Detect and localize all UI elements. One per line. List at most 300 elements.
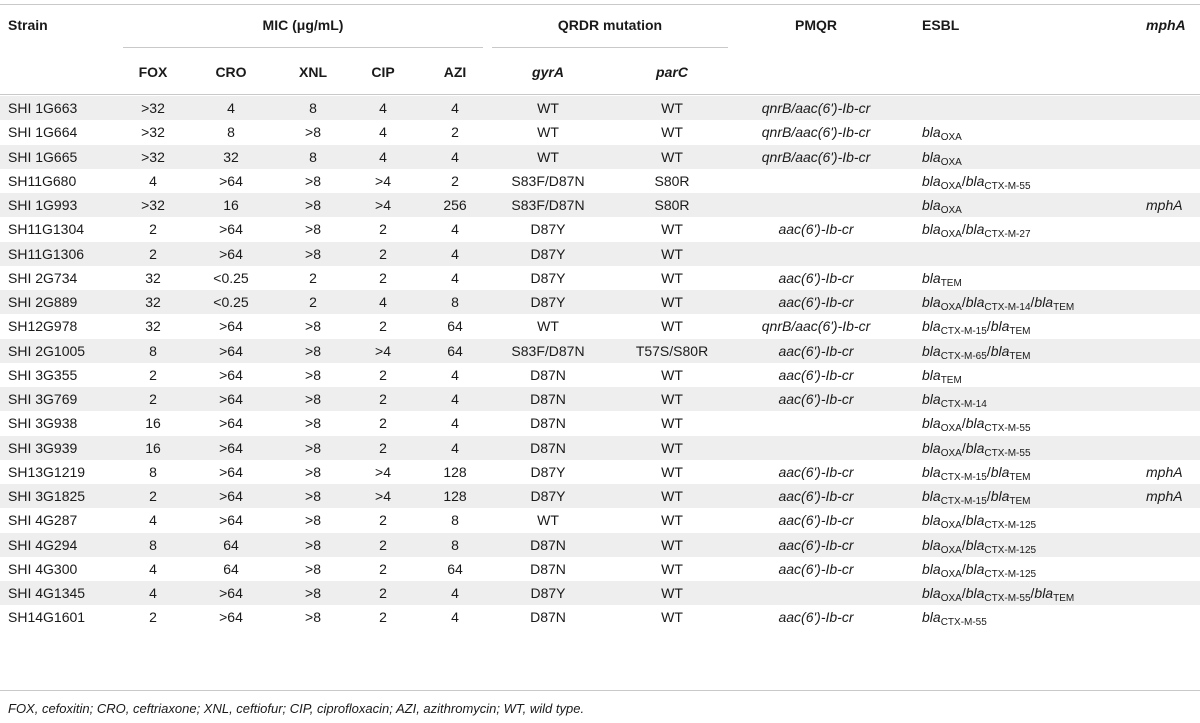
table-row xyxy=(0,217,1200,241)
cell-parc: WT xyxy=(661,269,683,286)
cell-cro: >64 xyxy=(219,342,243,359)
esbl-gene-subscript: OXA xyxy=(940,593,962,604)
cell-mpha: mphA xyxy=(1146,463,1183,480)
cell-gyra: WT xyxy=(537,318,559,335)
cell-azi: 8 xyxy=(451,536,459,553)
esbl-gene-subscript: CTX-M-55 xyxy=(984,423,1031,435)
cell-mpha: mphA xyxy=(1146,197,1183,213)
cell-gyra: D87N xyxy=(530,391,566,407)
cell-xnl: >8 xyxy=(305,585,321,601)
cell-strain: SHI 2G734 xyxy=(8,269,78,286)
esbl-gene-prefix: bla xyxy=(965,221,985,238)
cell-xnl: >8 xyxy=(305,536,321,553)
cell-xnl: >8 xyxy=(305,221,321,238)
table-row xyxy=(0,484,1200,508)
cell-fox: 2 xyxy=(149,391,157,407)
esbl-gene-prefix: bla xyxy=(965,294,985,310)
esbl-gene-prefix: bla xyxy=(922,439,941,456)
cell-xnl: >8 xyxy=(305,463,321,480)
table-row xyxy=(0,411,1200,435)
table-row xyxy=(0,363,1200,387)
esbl-gene-prefix: bla xyxy=(922,197,941,213)
table-bottom-rule xyxy=(0,690,1200,691)
header-cro: CRO xyxy=(215,64,247,80)
cell-azi: 256 xyxy=(443,197,467,213)
esbl-gene-subscript: OXA xyxy=(940,423,962,435)
esbl-gene-subscript: OXA xyxy=(940,156,962,168)
esbl-gene-subscript: OXA xyxy=(940,180,962,192)
cell-pmqr: aac(6')-Ib-cr xyxy=(778,560,854,577)
cell-parc: WT xyxy=(661,318,683,335)
cell-strain: SHI 3G355 xyxy=(8,366,78,383)
cell-mpha: mphA xyxy=(1146,488,1183,504)
cell-azi: 4 xyxy=(451,269,459,286)
cell-strain: SHI 2G1005 xyxy=(8,342,86,359)
esbl-gene-subscript: CTX-M-55 xyxy=(984,180,1031,192)
cell-esbl: bla$_{OXA}$/bla$_{CTX-M-27}$ xyxy=(922,221,1031,241)
esbl-gene-subscript: TEM xyxy=(1009,471,1031,483)
table-row xyxy=(0,508,1200,532)
cell-fox: 16 xyxy=(145,415,161,432)
cell-azi: 4 xyxy=(451,391,459,407)
header-strain: Strain xyxy=(8,17,48,33)
table-row xyxy=(0,169,1200,193)
esbl-gene-subscript: CTX-M-55 xyxy=(984,447,1031,459)
cell-fox: 4 xyxy=(149,172,157,189)
table-row xyxy=(0,557,1200,581)
cell-strain: SH12G978 xyxy=(8,318,78,335)
esbl-gene-subscript: OXA xyxy=(940,229,962,241)
cell-pmqr: aac(6')-Ib-cr xyxy=(778,463,854,480)
cell-gyra: D87Y xyxy=(530,488,566,504)
cell-parc: S80R xyxy=(654,197,690,213)
esbl-gene-prefix: bla xyxy=(965,512,985,529)
cell-strain: SHI 1G663 xyxy=(8,100,78,116)
esbl-gene-prefix: bla xyxy=(922,488,941,504)
mic-group-rule xyxy=(123,47,483,48)
cell-cip: >4 xyxy=(375,342,391,359)
cell-xnl: 2 xyxy=(309,294,317,310)
cell-strain: SHI 3G938 xyxy=(8,415,78,432)
cell-xnl: >8 xyxy=(305,439,321,456)
header-mpha: mphA xyxy=(1146,17,1186,33)
table-row xyxy=(0,581,1200,605)
esbl-gene-subscript: CTX-M-125 xyxy=(984,520,1037,532)
esbl-gene-subscript: OXA xyxy=(940,520,962,532)
cell-gyra: D87N xyxy=(530,439,566,456)
cell-parc: WT xyxy=(661,221,683,238)
cell-gyra: S83F/D87N xyxy=(511,172,585,189)
header-cip: CIP xyxy=(371,64,395,80)
header-mic: MIC (μg/mL) xyxy=(262,17,344,33)
cell-xnl: >8 xyxy=(305,342,321,359)
esbl-gene-subscript: TEM xyxy=(1009,326,1031,338)
cell-parc: WT xyxy=(661,463,683,480)
header-pmqr: PMQR xyxy=(795,17,837,33)
table-row xyxy=(0,120,1200,144)
cell-cip: >4 xyxy=(375,488,391,504)
cell-cro: 32 xyxy=(223,148,239,165)
cell-cro: >64 xyxy=(219,439,243,456)
cell-parc: T57S/S80R xyxy=(635,342,709,359)
cell-esbl xyxy=(922,366,962,386)
cell-azi: 128 xyxy=(443,463,467,480)
esbl-gene-prefix: bla xyxy=(922,221,941,238)
cell-strain: SHI 3G769 xyxy=(8,391,78,407)
cell-cro: >64 xyxy=(219,245,243,262)
cell-fox: 8 xyxy=(149,463,157,480)
cell-parc: WT xyxy=(661,560,683,577)
cell-xnl: 2 xyxy=(309,269,317,286)
cell-cro: >64 xyxy=(219,585,243,601)
esbl-gene-subscript: CTX-M-65 xyxy=(940,350,987,362)
cell-fox: 4 xyxy=(149,512,157,529)
cell-esbl: bla$_{OXA}$/bla$_{CTX-M-55}$/bla$_{TEM}$ xyxy=(922,585,1075,604)
cell-xnl: >8 xyxy=(305,197,321,213)
cell-pmqr: qnrB/aac(6')-Ib-cr xyxy=(761,318,871,335)
cell-parc: WT xyxy=(661,124,683,141)
table-top-rule xyxy=(0,4,1200,5)
cell-cro: >64 xyxy=(219,221,243,238)
header-gyra: gyrA xyxy=(532,64,564,80)
esbl-gene-subscript: OXA xyxy=(940,447,962,459)
esbl-gene-subscript: TEM xyxy=(1009,350,1031,362)
esbl-gene-prefix: bla xyxy=(922,536,941,553)
esbl-gene-prefix: bla xyxy=(1034,294,1054,310)
cell-parc: WT xyxy=(661,391,683,407)
cell-cro: 16 xyxy=(223,197,239,213)
cell-strain: SH11G1304 xyxy=(8,221,85,238)
cell-strain: SHI 3G1825 xyxy=(8,488,86,504)
esbl-gene-prefix: bla xyxy=(922,342,941,359)
cell-cro: >64 xyxy=(219,318,243,335)
cell-gyra: D87Y xyxy=(530,463,566,480)
header-bottom-rule xyxy=(0,94,1200,95)
esbl-gene-subscript: CTX-M-55 xyxy=(940,617,987,629)
header-azi: AZI xyxy=(443,64,467,80)
esbl-gene-subscript: CTX-M-125 xyxy=(984,544,1037,556)
table-row xyxy=(0,266,1200,290)
cell-strain: SHI 4G294 xyxy=(8,536,78,553)
esbl-gene-prefix: bla xyxy=(922,148,941,165)
esbl-gene-prefix: bla xyxy=(922,124,941,141)
cell-pmqr: aac(6')-Ib-cr xyxy=(778,269,854,286)
cell-pmqr: aac(6')-Ib-cr xyxy=(778,221,854,238)
cell-azi: 8 xyxy=(451,512,459,529)
cell-cro: <0.25 xyxy=(213,294,249,310)
cell-cip: 2 xyxy=(379,245,387,262)
cell-fox: 8 xyxy=(149,342,157,359)
esbl-gene-prefix: bla xyxy=(922,415,941,432)
cell-xnl: >8 xyxy=(305,609,321,626)
cell-pmqr: aac(6')-Ib-cr xyxy=(778,512,854,529)
cell-parc: WT xyxy=(661,488,683,504)
cell-xnl: >8 xyxy=(305,512,321,529)
cell-fox: >32 xyxy=(141,124,165,141)
cell-fox: 4 xyxy=(149,560,157,577)
cell-xnl: 8 xyxy=(309,100,317,116)
table-row xyxy=(0,339,1200,363)
cell-strain: SH11G680 xyxy=(8,172,77,189)
table-row xyxy=(0,436,1200,460)
cell-cip: 2 xyxy=(379,366,387,383)
table-row xyxy=(0,605,1200,629)
cell-cip: 2 xyxy=(379,439,387,456)
cell-parc: WT xyxy=(661,512,683,529)
cell-cip: >4 xyxy=(375,463,391,480)
esbl-gene-subscript: CTX-M-27 xyxy=(984,229,1031,241)
cell-cip: >4 xyxy=(375,197,391,213)
cell-xnl: 8 xyxy=(309,148,317,165)
cell-cro: >64 xyxy=(219,172,243,189)
cell-strain: SHI 4G287 xyxy=(8,512,78,529)
qrdr-group-rule xyxy=(492,47,728,48)
esbl-gene-prefix: bla xyxy=(990,342,1010,359)
cell-pmqr: aac(6')-Ib-cr xyxy=(778,294,854,310)
cell-strain: SHI 2G889 xyxy=(8,294,78,310)
cell-fox: 8 xyxy=(149,536,157,553)
table-row xyxy=(0,145,1200,169)
esbl-gene-subscript: TEM xyxy=(940,277,962,289)
esbl-gene-subscript: CTX-M-14 xyxy=(984,302,1031,313)
cell-esbl: bla$_{OXA}$/bla$_{CTX-M-125}$ xyxy=(922,512,1037,532)
cell-strain: SH14G1601 xyxy=(8,609,86,626)
cell-cro: >64 xyxy=(219,488,243,504)
esbl-gene-prefix: bla xyxy=(965,585,985,601)
cell-esbl: bla$_{CTX-M-65}$/bla$_{TEM}$ xyxy=(922,342,1031,362)
cell-azi: 2 xyxy=(451,172,459,189)
cell-cip: 2 xyxy=(379,536,387,553)
cell-gyra: D87Y xyxy=(530,294,566,310)
cell-gyra: D87Y xyxy=(530,221,566,238)
cell-xnl: >8 xyxy=(305,366,321,383)
cell-xnl: >8 xyxy=(305,415,321,432)
cell-cro: >64 xyxy=(219,512,243,529)
esbl-gene-prefix: bla xyxy=(965,560,985,577)
cell-parc: WT xyxy=(661,366,683,383)
cell-esbl: bla$_{CTX-M-15}$/bla$_{TEM}$ xyxy=(922,318,1031,338)
cell-cip: 2 xyxy=(379,585,387,601)
esbl-gene-prefix: bla xyxy=(922,463,941,480)
cell-gyra: S83F/D87N xyxy=(511,197,585,213)
cell-fox: 32 xyxy=(145,318,161,335)
cell-pmqr: aac(6')-Ib-cr xyxy=(778,536,854,553)
cell-fox: >32 xyxy=(141,100,165,116)
esbl-gene-prefix: bla xyxy=(922,318,941,335)
cell-esbl: bla$_{OXA}$/bla$_{CTX-M-55}$ xyxy=(922,415,1031,435)
cell-cro: >64 xyxy=(219,366,243,383)
cell-parc: WT xyxy=(661,294,683,310)
cell-esbl: bla$_{OXA}$/bla$_{CTX-M-55}$ xyxy=(922,172,1031,192)
cell-azi: 4 xyxy=(451,148,459,165)
esbl-gene-subscript: TEM xyxy=(1053,593,1075,604)
cell-cro: 8 xyxy=(227,124,235,141)
cell-parc: WT xyxy=(661,100,683,116)
cell-fox: 2 xyxy=(149,366,157,383)
esbl-gene-subscript: TEM xyxy=(1009,496,1031,507)
cell-cip: 2 xyxy=(379,318,387,335)
cell-esbl xyxy=(922,197,962,216)
cell-gyra: D87N xyxy=(530,366,566,383)
cell-strain: SH13G1219 xyxy=(8,463,86,480)
cell-esbl: bla$_{OXA}$/bla$_{CTX-M-125}$ xyxy=(922,560,1037,580)
cell-gyra: D87Y xyxy=(530,245,566,262)
cell-parc: WT xyxy=(661,148,683,165)
table-row xyxy=(0,460,1200,484)
esbl-gene-subscript: TEM xyxy=(940,374,962,386)
table-row xyxy=(0,314,1200,338)
cell-pmqr: qnrB/aac(6')-Ib-cr xyxy=(761,148,871,165)
cell-cro: 64 xyxy=(223,536,239,553)
esbl-gene-prefix: bla xyxy=(922,609,941,626)
table-row xyxy=(0,96,1200,120)
cell-gyra: D87N xyxy=(530,560,566,577)
cell-xnl: >8 xyxy=(305,318,321,335)
esbl-gene-prefix: bla xyxy=(990,463,1010,480)
cell-xnl: >8 xyxy=(305,560,321,577)
cell-xnl: >8 xyxy=(305,391,321,407)
cell-pmqr: aac(6')-Ib-cr xyxy=(778,609,854,626)
table-row xyxy=(0,193,1200,217)
cell-strain: SH11G1306 xyxy=(8,245,85,262)
table-row xyxy=(0,533,1200,557)
esbl-gene-subscript: CTX-M-14 xyxy=(940,399,987,410)
cell-esbl xyxy=(922,609,987,629)
cell-gyra: D87Y xyxy=(530,269,566,286)
esbl-gene-subscript: CTX-M-15 xyxy=(940,496,987,507)
cell-fox: 2 xyxy=(149,221,157,238)
esbl-gene-subscript: OXA xyxy=(940,132,962,144)
cell-gyra: WT xyxy=(537,148,559,165)
cell-fox: 32 xyxy=(145,294,161,310)
cell-esbl: bla$_{CTX-M-15}$/bla$_{TEM}$ xyxy=(922,488,1031,507)
esbl-gene-prefix: bla xyxy=(922,560,941,577)
cell-esbl xyxy=(922,124,962,144)
cell-strain: SHI 1G664 xyxy=(8,124,78,141)
esbl-gene-subscript: CTX-M-125 xyxy=(984,568,1037,580)
cell-azi: 4 xyxy=(451,366,459,383)
cell-cip: 2 xyxy=(379,512,387,529)
esbl-gene-subscript: CTX-M-15 xyxy=(940,326,987,338)
cell-azi: 4 xyxy=(451,609,459,626)
cell-esbl xyxy=(922,391,987,410)
cell-fox: 16 xyxy=(145,439,161,456)
cell-esbl xyxy=(922,148,962,168)
cell-xnl: >8 xyxy=(305,124,321,141)
esbl-gene-subscript: OXA xyxy=(940,302,962,313)
cell-pmqr: aac(6')-Ib-cr xyxy=(778,342,854,359)
header-fox: FOX xyxy=(138,64,168,80)
esbl-gene-prefix: bla xyxy=(965,172,985,189)
cell-azi: 4 xyxy=(451,100,459,116)
cell-azi: 128 xyxy=(443,488,467,504)
cell-xnl: >8 xyxy=(305,488,321,504)
cell-fox: 2 xyxy=(149,245,157,262)
cell-pmqr: qnrB/aac(6')-Ib-cr xyxy=(761,124,871,141)
cell-azi: 4 xyxy=(451,221,459,238)
cell-esbl: bla$_{OXA}$/bla$_{CTX-M-14}$/bla$_{TEM}$ xyxy=(922,294,1075,313)
header-parc: parC xyxy=(656,64,688,80)
cell-parc: WT xyxy=(661,585,683,601)
esbl-gene-subscript: CTX-M-15 xyxy=(940,471,987,483)
cell-azi: 8 xyxy=(451,294,459,310)
cell-parc: S80R xyxy=(654,172,690,189)
cell-cip: 4 xyxy=(379,100,387,116)
cell-strain: SHI 1G665 xyxy=(8,148,78,165)
cell-fox: 2 xyxy=(149,488,157,504)
esbl-gene-prefix: bla xyxy=(922,391,941,407)
esbl-gene-prefix: bla xyxy=(922,269,941,286)
cell-strain: SHI 1G993 xyxy=(8,197,78,213)
esbl-gene-prefix: bla xyxy=(990,318,1010,335)
cell-azi: 64 xyxy=(447,318,463,335)
esbl-gene-prefix: bla xyxy=(965,439,985,456)
cell-cro: >64 xyxy=(219,609,243,626)
cell-azi: 4 xyxy=(451,439,459,456)
esbl-gene-prefix: bla xyxy=(922,172,941,189)
cell-parc: WT xyxy=(661,245,683,262)
esbl-gene-subscript: OXA xyxy=(940,568,962,580)
cell-cro: >64 xyxy=(219,391,243,407)
cell-gyra: WT xyxy=(537,512,559,529)
cell-cro: 4 xyxy=(227,100,235,116)
cell-gyra: WT xyxy=(537,100,559,116)
cell-xnl: >8 xyxy=(305,245,321,262)
cell-cip: 2 xyxy=(379,391,387,407)
cell-cro: >64 xyxy=(219,415,243,432)
esbl-gene-prefix: bla xyxy=(922,512,941,529)
cell-azi: 64 xyxy=(447,560,463,577)
cell-parc: WT xyxy=(661,536,683,553)
cell-gyra: WT xyxy=(537,124,559,141)
cell-fox: 4 xyxy=(149,585,157,601)
table-row xyxy=(0,290,1200,314)
cell-azi: 4 xyxy=(451,585,459,601)
table-row xyxy=(0,242,1200,266)
cell-cip: 4 xyxy=(379,294,387,310)
esbl-gene-prefix: bla xyxy=(922,585,941,601)
cell-esbl: bla$_{OXA}$/bla$_{CTX-M-125}$ xyxy=(922,536,1037,556)
cell-pmqr: aac(6')-Ib-cr xyxy=(778,488,854,504)
cell-cip: 2 xyxy=(379,221,387,238)
cell-azi: 4 xyxy=(451,245,459,262)
esbl-gene-subscript: TEM xyxy=(1053,302,1075,313)
esbl-gene-prefix: bla xyxy=(965,536,985,553)
esbl-gene-prefix: bla xyxy=(1034,585,1054,601)
cell-cip: 2 xyxy=(379,609,387,626)
cell-cro: >64 xyxy=(219,463,243,480)
cell-strain: SHI 4G1345 xyxy=(8,585,86,601)
cell-fox: 2 xyxy=(149,609,157,626)
esbl-gene-prefix: bla xyxy=(965,415,985,432)
cell-fox: >32 xyxy=(141,148,165,165)
cell-pmqr: aac(6')-Ib-cr xyxy=(778,366,854,383)
cell-azi: 64 xyxy=(447,342,463,359)
cell-gyra: D87N xyxy=(530,609,566,626)
cell-gyra: D87N xyxy=(530,415,566,432)
cell-parc: WT xyxy=(661,609,683,626)
cell-gyra: S83F/D87N xyxy=(511,342,585,359)
cell-strain: SHI 4G300 xyxy=(8,560,78,577)
table-row xyxy=(0,387,1200,411)
esbl-gene-prefix: bla xyxy=(990,488,1010,504)
cell-esbl xyxy=(922,269,962,289)
cell-parc: WT xyxy=(661,439,683,456)
cell-strain: SHI 3G939 xyxy=(8,439,78,456)
table-footnote: FOX, cefoxitin; CRO, ceftriaxone; XNL, ceftiofur; CIP, ciprofloxacin; AZI, azithromycin; WT, wild type. xyxy=(8,701,585,716)
cell-azi: 4 xyxy=(451,415,459,432)
esbl-gene-prefix: bla xyxy=(922,294,941,310)
